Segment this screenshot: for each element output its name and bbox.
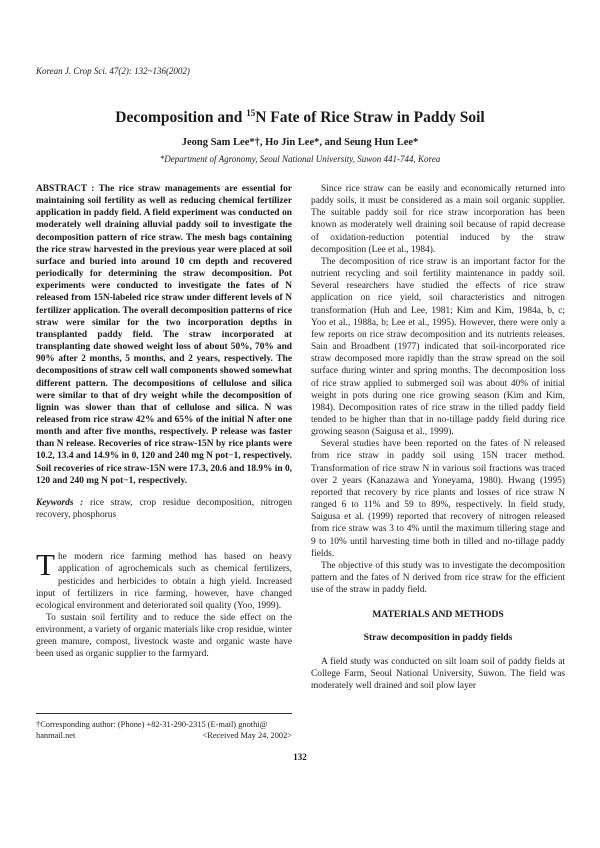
page-number: 132 (293, 752, 307, 762)
abstract-label: ABSTRACT : (36, 184, 95, 194)
paper-title (0, 108, 600, 127)
left-column (36, 183, 292, 661)
affiliation: *Department of Agronomy, Seoul National University, Suwon 441-744, Korea (159, 154, 441, 164)
author-list: Jeong Sam Lee*†, Ho Jin Lee*, and Seung Hun Lee* (181, 137, 419, 148)
keywords-text: rice straw, crop residue decomposition, nitrogen recovery, phosphorus (36, 497, 293, 521)
abstract (36, 183, 292, 487)
subsection-heading: Straw decomposition in paddy fields (363, 632, 513, 644)
footnote-row (36, 731, 292, 742)
body-paragraph-4: The objective of this study was to investigate the decomposition pattern and the fates of N derived from rice straw for the efficient use of the straw in paddy field. (311, 560, 565, 596)
title-superscript: 15 (246, 108, 256, 118)
body-paragraph-3: Several studies have been reported on the fates of N released from rice straw in paddy soil using 15N tracer method. Transformation of rice straw N in various soil fractions was traced over 2 years (Kanazawa and Yoneyama, 1980). Hwang (1995) reported that recovery by rice plants and losses of rice straw N ranged 6 to 11% and 59 to 89%, respectively. In field study, Saigusa et al. (1999) reported that recovery of nitrogen released from rice straw was 3 to 4% until the maximum tillering stage and 9 to 10% until harvesting time both in tilled and no-tillage paddy fields. (311, 439, 565, 559)
email-continuation: hanmail.net (36, 730, 76, 740)
title-part-2: N Fate of Rice Straw in Paddy Soil (255, 109, 485, 127)
keywords (36, 497, 292, 521)
received-date: <Received May 24, 2002> (202, 730, 292, 740)
introduction (36, 547, 292, 660)
section-heading: MATERIALS AND METHODS (372, 609, 504, 621)
body-paragraph-2: The decomposition of rice straw is an important factor for the nutrient recycling and soil fertility maintenance in paddy soil. Several researchers have studied the effects of rice straw application on rice yield, soil characteristics and nitrogen transformation (Huh and Lee, 1981; Kim and Kim, 1984a, b, c; Yoo et al., 1988a, b; Lee et al., 1995). However, there were only a few reports on rice straw decomposition and its nutrients releases. Sain and Broadbent (1977) indicated that soil-incorporated rice straw decomposed more rapidly than the straw spread on the soil surface during winter and spring months. The decomposition loss of rice straw applied to submerged soil was about 40% of initial weight in pots during one rice growing season (Kim and Kim, 1984). Decomposition rates of rice straw in the tilled paddy field tended to be higher than that in no-tillage paddy field during rice growing season (Saigusa et al., 1999). (311, 256, 565, 438)
journal-citation: Korean J. Crop Sci. 47(2): 132~136(2002) (36, 66, 190, 76)
title-part-1: Decomposition and (115, 109, 247, 127)
footnote (36, 713, 292, 741)
intro-paragraph-1 (36, 547, 292, 612)
right-column (311, 183, 565, 692)
intro-paragraph-1-text: he modern rice farming method has based on heavy application of agrochemicals such as chemical fertilizers, pesticides and herbicides to obtain a high yield. Increased input of fertilizers in rice farming, however, have changed ecological environment and deteriorated soil quality (Yoo, 1999). (36, 552, 292, 611)
body-paragraph-5: A field study was conducted on silt loam soil of paddy fields at College Farm, Seoul National University, Suwon. The field was moderately well drained and soil plow layer (311, 656, 565, 691)
abstract-text: The rice straw managements are essential for maintaining soil fertility as well as reducing chemical fertilizer application in paddy field. A field experiment was conducted on moderately well draining alluvial paddy soil to investigate the decomposition pattern of rice straw. The mesh bags containing the rice straw harvested in the previous year were placed at soil surface and buried into around 10 cm depth and recovered periodically for determining the straw decomposition. Pot experiments were conducted to investigate the fates of N released from 15N-labeled rice straw under different levels of N fertilizer application. The overall decomposition patterns of rice straw were similar for the two incorporation depths in transplanted paddy field. The straw incorporated at transplanting date showed weight loss of about 50%, 70% and 90% after 2 months, 5 months, and 2 years, respectively. The decompositions of straw cell wall components showed somewhat different pattern. The decompositions of cellulose and silica were similar to that of dry weight while the decomposition of lignin was slower than that of cellulose and silica. N was released from rice straw 42% and 65% of the initial N after one month and after five months, respectively. P release was faster than N release. Recoveries of rice straw-15N by rice plants were 10.2, 13.4 and 14.9% in 0, 120 and 240 mg N pot−1, respectively. Soil recoveries of rice straw-15N were 17.3, 20.6 and 18.9% in 0, 120 and 240 mg N pot−1, respectively. (36, 184, 292, 486)
keywords-label: Keywords : (36, 497, 84, 508)
corresponding-author: †Corresponding author: (Phone) +82-31-290-2315 (E-mail) gnothi@ (36, 720, 268, 729)
body-paragraph-1: Since rice straw can be easily and economically returned into paddy soils, it must be considered as a main soil organic supplier. The suitable paddy soil for rice straw incorporation has been known as moderately well draining soil because of rapid decrease of oxidation-reduction potential induced by the straw decomposition (Lee et al., 1984). (311, 184, 565, 255)
drop-cap: T (36, 547, 55, 583)
intro-paragraph-2: To sustain soil fertility and to reduce the side effect on the environment, a variety of organic materials like crop residue, winter green manure, compost, livestock waste and organic waste have been used as organic supplier to the farmyard. (36, 613, 292, 660)
